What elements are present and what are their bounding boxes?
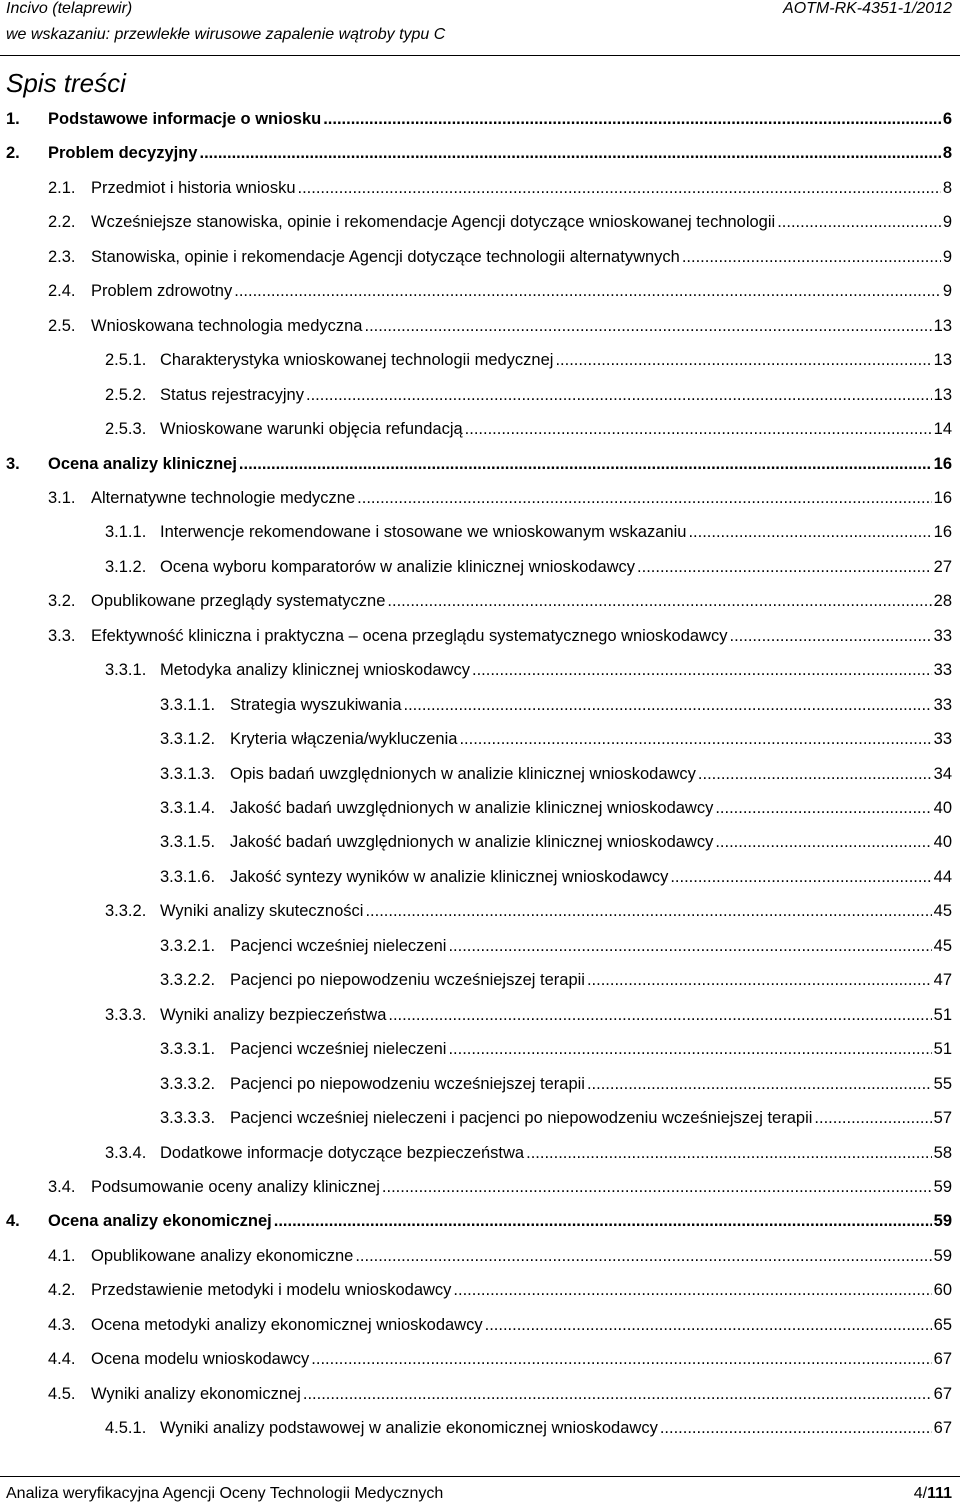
toc-dot-leader — [688, 520, 931, 544]
toc-entry-title: Interwencje rekomendowane i stosowane we wnioskowanym wskazaniu — [160, 523, 687, 542]
toc-entry[interactable] — [0, 210, 960, 234]
toc-entry-page: 51 — [933, 1005, 952, 1024]
toc-dot-leader — [715, 830, 931, 854]
toc-entry-page: 33 — [933, 661, 952, 680]
toc-entry-page: 33 — [933, 730, 952, 749]
toc-entry-number: 3.2. — [48, 592, 76, 611]
toc-entry-page: 16 — [933, 454, 952, 473]
toc-entry-title: Ocena analizy ekonomicznej — [48, 1212, 272, 1231]
toc-entry-title: Wnioskowana technologia medyczna — [91, 316, 363, 335]
toc-entry-page: 13 — [933, 316, 952, 335]
toc-entry[interactable] — [0, 899, 960, 923]
toc-entry-number: 3.3.1.2. — [160, 730, 216, 749]
toc-entry-page: 8 — [942, 178, 952, 197]
toc-dot-leader — [459, 727, 931, 751]
toc-entry-page: 33 — [933, 626, 952, 645]
toc-entry[interactable] — [0, 383, 960, 407]
toc-entry-number: 3.3.2.2. — [160, 971, 216, 990]
toc-entry[interactable] — [0, 348, 960, 372]
toc-entry[interactable] — [0, 968, 960, 992]
toc-entry-number: 3.3.2. — [105, 902, 147, 921]
toc-entry-title: Ocena modelu wnioskodawcy — [91, 1350, 310, 1369]
toc-entry[interactable] — [0, 1347, 960, 1371]
document-code: AOTM-RK-4351-1/2012 — [783, 0, 952, 17]
toc-entry-number: 3.3.4. — [105, 1143, 147, 1162]
toc-dot-leader — [526, 1141, 932, 1165]
toc-entry-number: 2.4. — [48, 282, 76, 301]
toc-dot-leader — [637, 555, 932, 579]
toc-dot-leader — [306, 383, 932, 407]
toc-entry-number: 3.3.3.1. — [160, 1040, 216, 1059]
toc-dot-leader — [234, 279, 941, 303]
toc-entry-page: 40 — [933, 833, 952, 852]
toc-entry-page: 45 — [933, 936, 952, 955]
toc-entry-title: Wnioskowane warunki objęcia refundacją — [160, 420, 463, 439]
toc-entry-number: 2.5.2. — [105, 385, 147, 404]
toc-entry-number: 3.3.1.4. — [160, 799, 216, 817]
toc-entry-number: 3.3.1. — [105, 661, 147, 680]
toc-entry-title: Pacjenci wcześniej nieleczeni i pacjenci po niepowodzeniu wcześniejszej terapii — [230, 1109, 813, 1128]
toc-entry-page: 59 — [933, 1212, 952, 1231]
toc-dot-leader — [311, 1347, 931, 1371]
footer-divider — [0, 1476, 960, 1477]
toc-entry-page: 67 — [933, 1350, 952, 1369]
toc-dot-leader — [355, 1244, 931, 1268]
toc-entry-title: Problem zdrowotny — [91, 282, 233, 301]
toc-dot-leader — [555, 348, 931, 372]
toc-entry[interactable] — [0, 1313, 960, 1337]
toc-entry[interactable] — [0, 555, 960, 579]
footer-agency: Analiza weryfikacyjna Agencji Oceny Technologii Medycznych — [6, 1485, 444, 1502]
toc-entry[interactable] — [0, 1278, 960, 1302]
toc-entry[interactable] — [0, 1382, 960, 1406]
toc-entry-title: Alternatywne technologie medyczne — [91, 488, 356, 507]
footer-page-number: 4/111 — [913, 1485, 952, 1502]
toc-entry-page: 67 — [933, 1384, 952, 1403]
toc-entry-number: 2.5.1. — [105, 351, 147, 370]
toc-entry-page: 44 — [933, 867, 952, 886]
toc-entry-page: 13 — [933, 385, 952, 404]
toc-entry-title: Ocena analizy klinicznej — [48, 454, 237, 473]
toc-entry-number: 3.3.3.2. — [160, 1074, 216, 1093]
toc-entry-number: 3. — [6, 454, 20, 473]
toc-entry-page: 40 — [933, 799, 952, 817]
toc-dot-leader — [660, 1416, 932, 1440]
toc-entry-number: 4.3. — [48, 1315, 76, 1334]
toc-entry[interactable] — [0, 1416, 960, 1440]
toc-entry[interactable] — [0, 830, 960, 854]
toc-dot-leader — [587, 1072, 932, 1096]
toc-entry[interactable] — [0, 796, 960, 820]
toc-entry[interactable] — [0, 865, 960, 889]
toc-entry[interactable] — [0, 279, 960, 303]
toc-entry-number: 2.1. — [48, 178, 76, 197]
toc-entry-page: 13 — [933, 351, 952, 370]
toc-entry[interactable] — [0, 1141, 960, 1165]
toc-entry[interactable] — [0, 452, 960, 476]
toc-entry-title: Charakterystyka wnioskowanej technologii medycznej — [160, 351, 554, 370]
toc-entry-number: 2.3. — [48, 247, 76, 266]
toc-entry-page: 45 — [933, 902, 952, 921]
current-page: 4 — [913, 1485, 923, 1502]
toc-entry-title: Pacjenci wcześniej nieleczeni — [230, 1040, 447, 1059]
toc-dot-leader — [199, 141, 940, 165]
toc-dot-leader — [715, 796, 931, 820]
toc-dot-leader — [472, 658, 932, 682]
toc-entry-page: 67 — [933, 1419, 952, 1438]
toc-entry-title: Status rejestracyjny — [160, 385, 304, 404]
toc-entry[interactable] — [0, 520, 960, 544]
toc-dot-leader — [388, 1003, 931, 1027]
toc-entry-number: 2.5. — [48, 316, 76, 335]
toc-entry-page: 57 — [933, 1109, 952, 1128]
toc-entry[interactable] — [0, 762, 960, 786]
toc-entry-title: Opublikowane analizy ekonomiczne — [91, 1246, 354, 1265]
toc-entry[interactable] — [0, 245, 960, 269]
toc-entry-title: Strategia wyszukiwania — [230, 695, 402, 714]
toc-entry-title: Wyniki analizy bezpieczeństwa — [160, 1005, 387, 1024]
toc-entry[interactable] — [0, 727, 960, 751]
toc-entry-title: Opis badań uwzględnionych w analizie klinicznej wnioskodawcy — [230, 764, 696, 783]
toc-entry[interactable] — [0, 1244, 960, 1268]
toc-entry-title: Kryteria włączenia/wykluczenia — [230, 730, 458, 749]
toc-entry-page: 34 — [933, 764, 952, 783]
toc-entry-number: 3.3.1.5. — [160, 833, 216, 852]
toc-entry[interactable] — [0, 1003, 960, 1027]
toc-entry-number: 3.3.3. — [105, 1005, 147, 1024]
toc-entry-number: 4. — [6, 1212, 20, 1231]
toc-dot-leader — [274, 1209, 932, 1233]
toc-entry[interactable] — [0, 314, 960, 338]
toc-entry-number: 2.5.3. — [105, 420, 147, 439]
toc-entry-title: Opublikowane przeglądy systematyczne — [91, 592, 386, 611]
header-divider — [0, 55, 960, 56]
toc-entry-page: 16 — [933, 488, 952, 507]
toc-entry-title: Stanowiska, opinie i rekomendacje Agencji dotyczące technologii alternatywnych — [91, 247, 680, 266]
toc-entry-title: Wyniki analizy ekonomicznej — [91, 1384, 301, 1403]
toc-entry[interactable] — [0, 589, 960, 613]
toc-entry-title: Ocena wyboru komparatorów w analizie klinicznej wnioskodawcy — [160, 557, 636, 576]
toc-dot-leader — [298, 176, 941, 200]
toc-entry-page: 9 — [942, 282, 952, 301]
toc-dot-leader — [365, 899, 931, 923]
toc-dot-leader — [382, 1175, 932, 1199]
toc-dot-leader — [670, 865, 931, 889]
toc-entry-page: 27 — [933, 557, 952, 576]
toc-heading: Spis treści — [6, 68, 126, 98]
toc-entry-page: 59 — [933, 1246, 952, 1265]
toc-dot-leader — [729, 624, 931, 648]
toc-entry-number: 4.5. — [48, 1384, 76, 1403]
toc-entry-page: 47 — [933, 971, 952, 990]
toc-entry-number: 4.4. — [48, 1350, 76, 1369]
toc-entry[interactable] — [0, 1072, 960, 1096]
toc-entry-title: Jakość badań uwzględnionych w analizie klinicznej wnioskodawcy — [230, 833, 714, 852]
toc-dot-leader — [453, 1278, 931, 1302]
toc-entry-number: 3.3. — [48, 626, 76, 645]
toc-entry-title: Wcześniejsze stanowiska, opinie i rekomendacje Agencji dotyczące wnioskowanej technologii — [91, 213, 776, 232]
toc-dot-leader — [448, 934, 931, 958]
toc-entry[interactable] — [0, 141, 960, 165]
toc-dot-leader — [465, 417, 932, 441]
toc-entry-number: 4.5.1. — [105, 1419, 147, 1438]
toc-dot-leader — [698, 762, 932, 786]
toc-entry-page: 9 — [942, 247, 952, 266]
toc-entry-page: 51 — [933, 1040, 952, 1059]
toc-entry-page: 58 — [933, 1143, 952, 1162]
toc-entry[interactable] — [0, 1209, 960, 1233]
toc-entry-title: Efektywność kliniczna i praktyczna – ocena przeglądu systematycznego wnioskodawcy — [91, 626, 728, 645]
toc-entry-number: 3.3.3.3. — [160, 1109, 216, 1128]
toc-entry-title: Problem decyzyjny — [48, 144, 198, 163]
document-title: Incivo (telaprewir) — [6, 0, 133, 17]
toc-dot-leader — [323, 107, 941, 131]
toc-entry[interactable] — [0, 417, 960, 441]
toc-entry-title: Pacjenci po niepowodzeniu wcześniejszej terapii — [230, 1074, 585, 1093]
toc-entry-page: 8 — [942, 144, 952, 163]
toc-entry-number: 4.1. — [48, 1246, 76, 1265]
toc-entry-title: Wyniki analizy podstawowej w analizie ekonomicznej wnioskodawcy — [160, 1419, 658, 1438]
toc-entry-page: 59 — [933, 1177, 952, 1196]
toc-entry-number: 1. — [6, 110, 20, 128]
toc-dot-leader — [404, 693, 932, 717]
toc-dot-leader — [587, 968, 932, 992]
document-indication: we wskazaniu: przewlekłe wirusowe zapalenie wątroby typu C — [6, 26, 446, 43]
total-pages: 111 — [927, 1485, 952, 1502]
toc-dot-leader — [682, 245, 941, 269]
toc-entry[interactable] — [0, 624, 960, 648]
toc-dot-leader — [387, 589, 931, 613]
toc-entry[interactable] — [0, 1175, 960, 1199]
toc-entry-page: 9 — [942, 213, 952, 232]
toc-dot-leader — [448, 1037, 931, 1061]
toc-entry-page: 60 — [933, 1281, 952, 1300]
toc-entry[interactable] — [0, 658, 960, 682]
toc-entry-number: 2.2. — [48, 213, 76, 232]
toc-entry-number: 3.3.1.1. — [160, 695, 216, 714]
toc-entry-title: Jakość badań uwzględnionych w analizie klinicznej wnioskodawcy — [230, 799, 714, 817]
toc-entry[interactable] — [0, 693, 960, 717]
toc-entry-page: 6 — [942, 110, 952, 128]
toc-dot-leader — [485, 1313, 932, 1337]
toc-entry[interactable] — [0, 934, 960, 958]
toc-entry-title: Podstawowe informacje o wniosku — [48, 110, 322, 128]
toc-dot-leader — [303, 1382, 932, 1406]
toc-entry-title: Przedstawienie metodyki i modelu wnioskodawcy — [91, 1281, 452, 1300]
toc-entry-number: 3.1. — [48, 488, 76, 507]
toc-entry[interactable] — [0, 486, 960, 510]
toc-entry[interactable] — [0, 1106, 960, 1130]
toc-entry[interactable] — [0, 1037, 960, 1061]
toc-entry-title: Przedmiot i historia wniosku — [91, 178, 296, 197]
toc-entry-title: Podsumowanie oceny analizy klinicznej — [91, 1177, 380, 1196]
toc-entry-title: Ocena metodyki analizy ekonomicznej wnioskodawcy — [91, 1315, 483, 1334]
toc-dot-leader — [357, 486, 931, 510]
toc-entry-page: 16 — [933, 523, 952, 542]
toc-entry-number: 2. — [6, 144, 20, 163]
toc-dot-leader — [365, 314, 932, 338]
toc-entry-page: 14 — [933, 420, 952, 439]
toc-entry-title: Jakość syntezy wyników w analizie klinicznej wnioskodawcy — [230, 867, 669, 886]
toc-entry-number: 3.3.1.6. — [160, 867, 216, 886]
toc-entry-title: Pacjenci po niepowodzeniu wcześniejszej terapii — [230, 971, 585, 990]
toc-entry-number: 3.4. — [48, 1177, 76, 1196]
toc-dot-leader — [239, 452, 932, 476]
toc-entry-number: 3.1.1. — [105, 523, 147, 542]
toc-entry-title: Wyniki analizy skuteczności — [160, 902, 364, 921]
toc-entry-title: Pacjenci wcześniej nieleczeni — [230, 936, 447, 955]
toc-entry-page: 28 — [933, 592, 952, 611]
toc-entry-page: 33 — [933, 695, 952, 714]
toc-entry-number: 3.3.1.3. — [160, 764, 216, 783]
toc-entry-page: 55 — [933, 1074, 952, 1093]
toc-entry-number: 3.1.2. — [105, 557, 147, 576]
toc-entry-number: 3.3.2.1. — [160, 936, 216, 955]
toc-dot-leader — [777, 210, 941, 234]
toc-dot-leader — [814, 1106, 931, 1130]
toc-entry-title: Dodatkowe informacje dotyczące bezpieczeństwa — [160, 1143, 525, 1162]
toc-entry-page: 65 — [933, 1315, 952, 1334]
toc-entry-number: 4.2. — [48, 1281, 76, 1300]
toc-entry[interactable] — [0, 107, 960, 131]
toc-entry-title: Metodyka analizy klinicznej wnioskodawcy — [160, 661, 470, 680]
toc-entry[interactable] — [0, 176, 960, 200]
